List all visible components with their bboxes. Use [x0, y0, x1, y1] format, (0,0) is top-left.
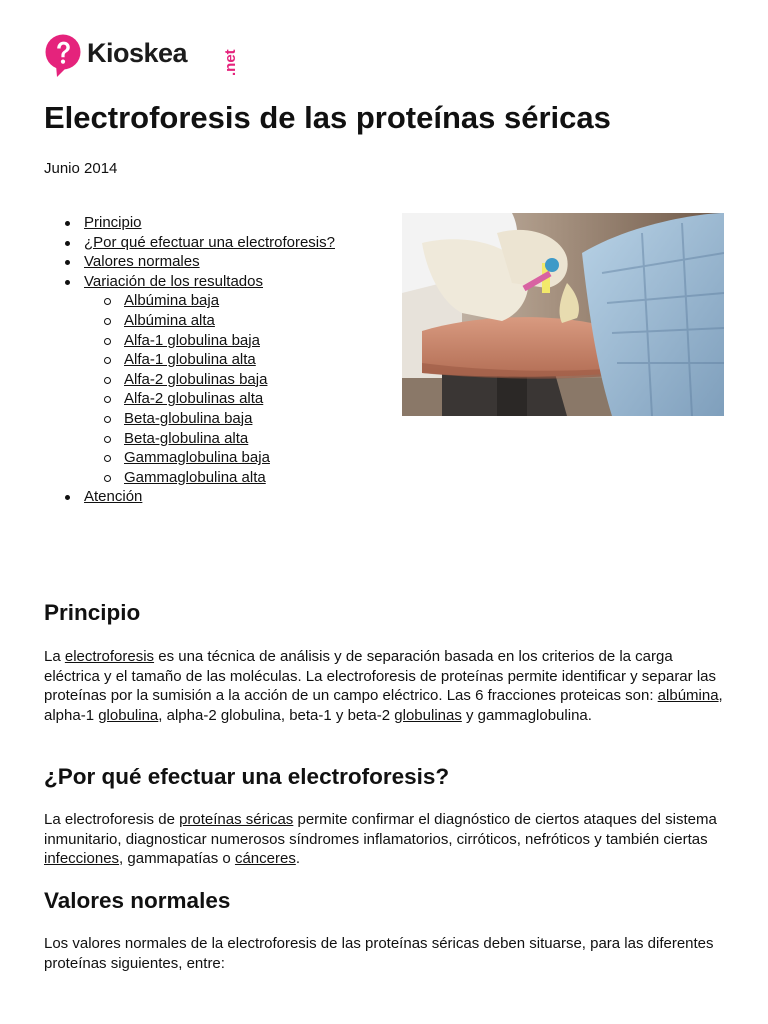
toc-link-alfa1-baja[interactable]: Alfa-1 globulina baja — [124, 331, 260, 349]
toc-link-alfa2-baja[interactable]: Alfa-2 globulinas baja — [124, 370, 268, 388]
brand-name: Kioskea — [87, 38, 188, 68]
page-title: Electroforesis de las proteínas séricas — [44, 100, 611, 135]
section-heading-principio: Principio — [44, 600, 141, 625]
text-span: permite confirmar el diagnóstico de ciertos ataques del sistema inmunitario, diagnosticar numerosos síndromes inflamatorios, cirróticos, nefróticos y también ciertas — [44, 811, 717, 848]
toc-item — [44, 487, 394, 507]
text-span: , alpha-2 globulina, beta-1 y beta-2 — [158, 706, 395, 724]
brand-tld: .net — [222, 49, 239, 76]
toc-link-albumina-baja[interactable]: Albúmina baja — [124, 292, 220, 310]
toc-subitem — [44, 448, 394, 468]
question-bubble-logo-icon — [44, 34, 82, 78]
kioskea-logo[interactable] — [44, 34, 239, 80]
toc-link-principio[interactable]: Principio — [84, 214, 142, 231]
article-date: Junio 2014 — [44, 160, 118, 177]
link-globulina[interactable]: globulina — [98, 706, 159, 724]
toc-subitem — [44, 350, 394, 370]
toc-link-alfa1-alta[interactable]: Alfa-1 globulina alta — [124, 351, 256, 369]
toc-subitem — [44, 291, 394, 311]
section-text-principio — [44, 647, 729, 725]
toc-item — [44, 252, 394, 272]
text-span: es una técnica de análisis y de separación basada en los criterios de la carga eléctrica y el tamaño de las moléculas. La electroforesis de proteínas permite identificar y separar las proteínas por la sumisión a la acción de un campo eléctrico. Las 6 fracciones proteicas son: — [44, 648, 716, 704]
text-span: y gammaglobulina. — [461, 706, 592, 724]
toc-link-por-que[interactable]: ¿Por qué efectuar una electroforesis? — [84, 233, 335, 251]
section-heading-valores-normales: Valores normales — [44, 888, 231, 913]
toc-subitem — [44, 468, 394, 488]
link-electroforesis[interactable]: electroforesis — [64, 648, 155, 665]
toc-item — [44, 233, 394, 253]
toc-link-variacion[interactable]: Variación de los resultados — [84, 272, 263, 290]
toc-item — [44, 213, 394, 233]
link-infecciones[interactable]: infecciones — [44, 850, 120, 867]
toc-link-albumina-alta[interactable]: Albúmina alta — [124, 311, 215, 329]
toc-subitem — [44, 429, 394, 449]
table-of-contents — [44, 213, 394, 507]
section-text-valores-normales: Los valores normales de la electroforesis de las proteínas séricas deben situarse, para las diferentes proteínas siguientes, entre: — [44, 935, 714, 972]
toc-subitem — [44, 370, 394, 390]
blood-draw-photo — [402, 213, 724, 416]
text-span: . — [295, 850, 300, 867]
toc-link-beta-alta[interactable]: Beta-globulina alta — [124, 429, 249, 447]
toc-subitem — [44, 311, 394, 331]
toc-subitem — [44, 331, 394, 351]
toc-item — [44, 272, 394, 292]
section-text-por-que — [44, 810, 729, 869]
toc-link-beta-baja[interactable]: Beta-globulina baja — [124, 409, 253, 427]
link-canceres[interactable]: cánceres — [234, 850, 296, 867]
toc-subitem — [44, 389, 394, 409]
toc-link-alfa2-alta[interactable]: Alfa-2 globulinas alta — [124, 390, 264, 408]
text-span: La electroforesis de — [44, 811, 180, 828]
text-span: La — [44, 648, 65, 665]
link-globulinas[interactable]: globulinas — [394, 706, 462, 724]
toc-link-atencion[interactable]: Atención — [84, 488, 143, 506]
toc-subitem — [44, 409, 394, 429]
toc-link-gamma-baja[interactable]: Gammaglobulina baja — [124, 449, 270, 467]
text-span: , gammapatías o — [119, 850, 235, 867]
text-span: , alpha-1 — [44, 687, 723, 724]
toc-link-gamma-alta[interactable]: Gammaglobulina alta — [124, 468, 266, 486]
toc-link-valores-normales[interactable]: Valores normales — [84, 253, 200, 271]
link-proteinas-sericas[interactable]: proteínas séricas — [179, 811, 294, 828]
link-albumina[interactable]: albúmina — [657, 687, 719, 704]
section-heading-por-que: ¿Por qué efectuar una electroforesis? — [44, 764, 450, 789]
